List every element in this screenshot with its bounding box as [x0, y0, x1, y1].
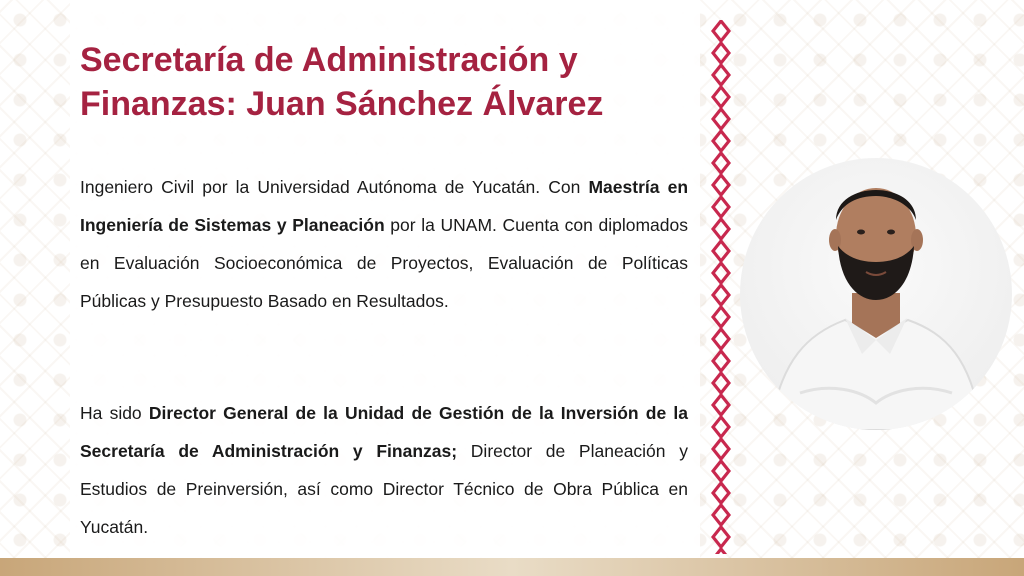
bio-text: Director de Planeación y Estudios de Preinversión, así como Director Técnico de Obra Pública en Yucatán. — [80, 441, 688, 537]
footer-gold-bar — [0, 558, 1024, 576]
bio-text: Ha sido — [80, 403, 149, 423]
bio-highlight-director: Director General de la Unidad de Gestión de la Inversión de la Secretaría de Administración y Finanzas; — [80, 403, 689, 461]
bio-text: Ingeniero Civil por la Universidad Autónoma de Yucatán. Con — [80, 177, 589, 197]
decorative-chain-divider — [711, 20, 731, 554]
portrait-photo — [740, 158, 1012, 430]
page-title: Secretaría de Administración y Finanzas: Juan Sánchez Álvarez — [80, 41, 604, 123]
bio-highlight-masters: Maestría en Ingeniería de Sistemas y Planeación — [80, 177, 689, 235]
bio-paragraph-education — [80, 168, 688, 320]
person-portrait-illustration — [740, 158, 1012, 430]
bio-paragraph-career — [80, 394, 688, 546]
bio-text: por la UNAM. Cuenta con diplomados en Evaluación Socioeconómica de Proyectos, Evaluación de Políticas Públicas y Presupuesto Basado en Resultados. — [80, 215, 688, 311]
